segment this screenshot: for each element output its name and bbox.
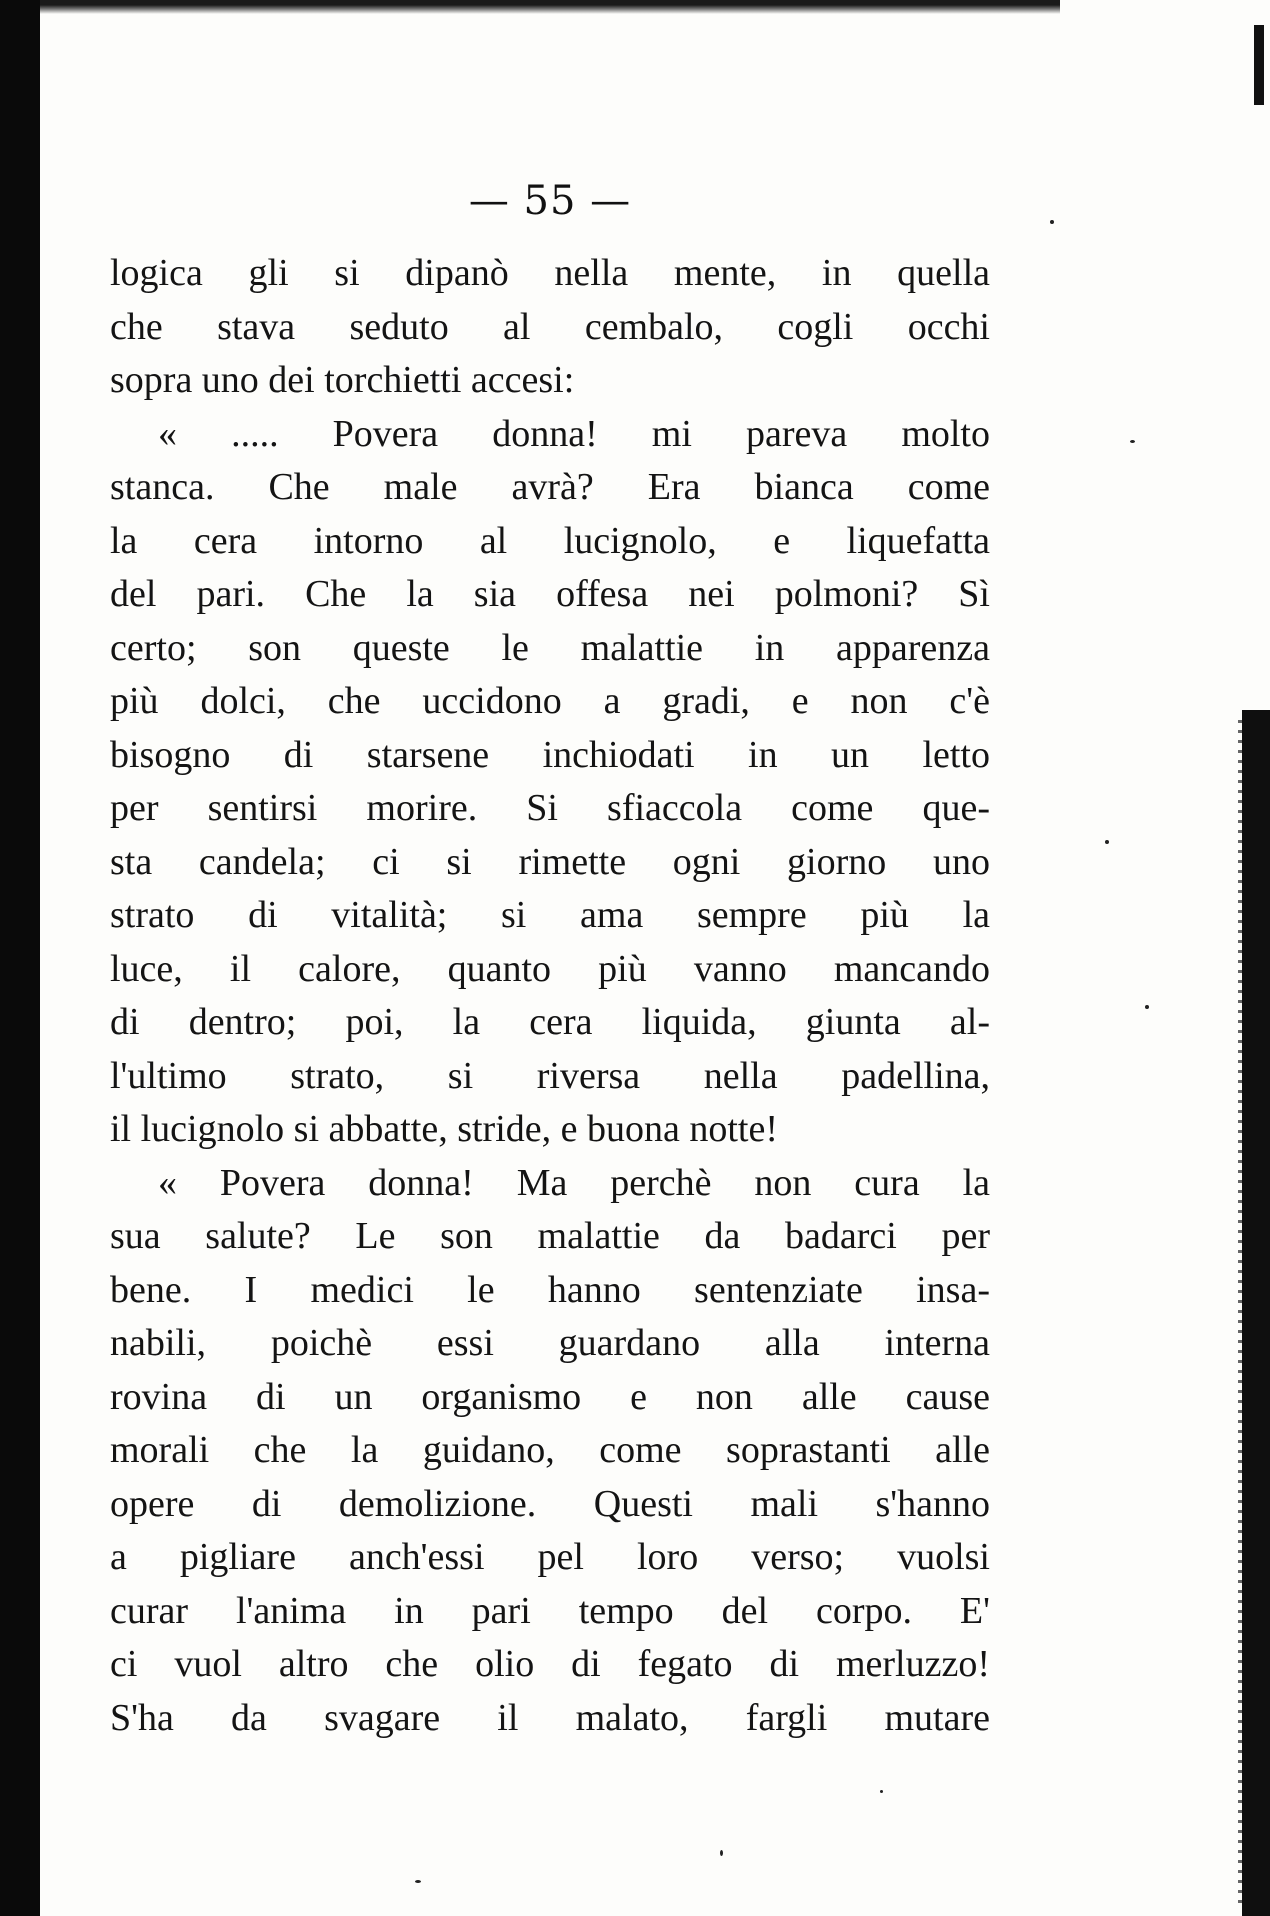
text-line: a pigliare anch'essi pel loro verso; vuolsi (110, 1536, 990, 1578)
text-line: sua salute? Le son malattie da badarci per (110, 1215, 990, 1257)
text-line: l'ultimo strato, si riversa nella padellina, (110, 1054, 990, 1097)
text-line: la cera intorno al lucignolo, e liquefatta (110, 519, 990, 562)
scan-speck (1105, 840, 1109, 844)
text-line: bene. I medici le hanno sentenziate insa- (110, 1268, 990, 1311)
text-line: certo; son queste le malattie in apparenza (110, 626, 990, 669)
text-line: opere di demolizione. Questi mali s'hanno (110, 1482, 990, 1525)
text-line: S'ha da svagare il malato, fargli mutare (110, 1696, 990, 1739)
text-line: rovina di un organismo e non alle cause (110, 1375, 990, 1418)
text-line: del pari. Che la sia offesa nei polmoni? Sì (110, 573, 990, 615)
text-line: ci vuol altro che olio di fegato di merluzzo! (110, 1643, 990, 1685)
text-line: bisogno di starsene inchiodati in un letto (110, 733, 990, 776)
text-line: più dolci, che uccidono a gradi, e non c'è (110, 680, 990, 722)
page-number: — 55 — (468, 178, 632, 224)
text-line: per sentirsi morire. Si sfiaccola come que- (110, 787, 990, 829)
text-line: che stava seduto al cembalo, cogli occhi (110, 305, 990, 348)
text-line: strato di vitalità; si ama sempre più la (110, 894, 990, 936)
scan-edge-left (0, 0, 40, 1916)
text-line: nabili, poichè essi guardano alla interna (110, 1322, 990, 1364)
text-line: curar l'anima in pari tempo del corpo. E' (110, 1589, 990, 1632)
scan-edge-top (40, 0, 1060, 14)
text-line: il lucignolo si abbatte, stride, e buona notte! (110, 1108, 779, 1150)
scan-edge-right-top (1254, 25, 1264, 105)
text-line: luce, il calore, quanto più vanno mancando (110, 947, 990, 990)
text-line: logica gli si dipanò nella mente, in quella (110, 252, 990, 294)
text-line: stanca. Che male avrà? Era bianca come (110, 466, 990, 508)
scan-speck (1145, 1005, 1149, 1009)
body-text (110, 247, 990, 1745)
scan-speck (720, 1850, 723, 1856)
text-line: di dentro; poi, la cera liquida, giunta al- (110, 1001, 990, 1043)
text-line: morali che la guidano, come soprastanti alle (110, 1429, 990, 1471)
scan-speck (415, 1880, 421, 1883)
text-line: sta candela; ci si rimette ogni giorno uno (110, 840, 990, 883)
text-line: sopra uno dei torchietti accesi: (110, 359, 575, 401)
scan-edge-right (1242, 710, 1270, 1916)
scan-edge-right-texture (1238, 720, 1242, 1910)
scan-speck (1130, 440, 1135, 443)
text-line: « ..... Povera donna! mi pareva molto (158, 412, 990, 455)
text-line: « Povera donna! Ma perchè non cura la (158, 1161, 990, 1204)
scan-speck (880, 1790, 883, 1793)
